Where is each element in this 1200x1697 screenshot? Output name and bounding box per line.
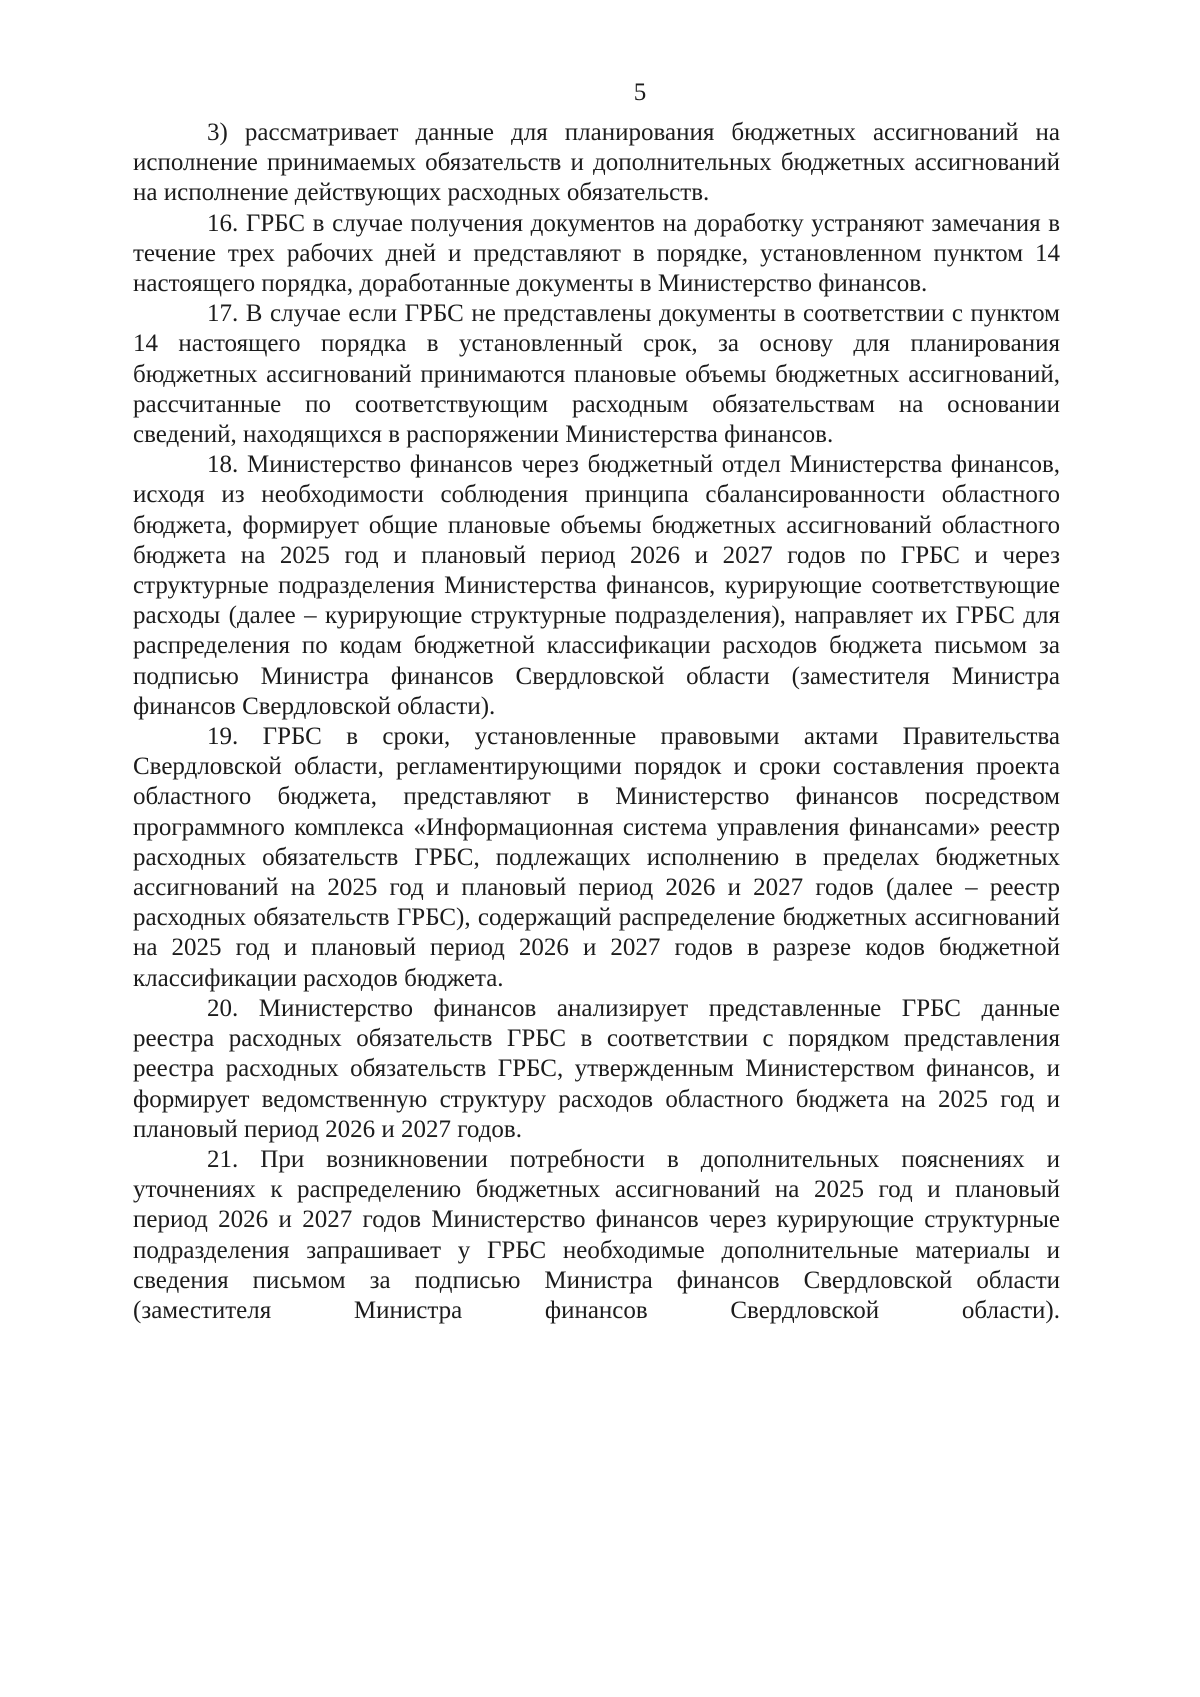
document-body <box>133 118 1060 1326</box>
paragraph-item-3: 3) рассматривает данные для планирования бюджетных ассигнований на исполнение принимаемых обязательств и дополнительных бюджетных ассигнований на исполнение действующих расходных обязательств. <box>133 119 1060 207</box>
paragraph-17: 17. В случае если ГРБС не представлены документы в соответствии с пунктом 14 настоящего порядка в установленный срок, за основу для планирования бюджетных ассигнований принимаются плановые объемы бюджетных ассигнований, рассчитанные по соответствующим расходным обязательствам на основании сведений, находящихся в распоряжении Министерства финансов. <box>133 300 1060 449</box>
page-number: 5 <box>633 79 647 106</box>
paragraph-18: 18. Министерство финансов через бюджетный отдел Министерства финансов, исходя из необходимости соблюдения принципа сбалансированности областного бюджета, формирует общие плановые объемы бюджетных ассигнований областного бюджета на 2025 год и плановый период 2026 и 2027 годов по ГРБС и через структурные подразделения Министерства финансов, курирующие соответствующие расходы (далее – курирующие структурные подразделения), направляет их ГРБС для распределения по кодам бюджетной классификации расходов бюджета письмом за подписью Министра финансов Свердловской области (заместителя Министра финансов Свердловской области). <box>133 451 1060 720</box>
paragraph-20: 20. Министерство финансов анализирует представленные ГРБС данные реестра расходных обязательств ГРБС в соответствии с порядком представления реестра расходных обязательств ГРБС, утвержденным Министерством финансов, и формирует ведомственную структуру расходов областного бюджета на 2025 год и плановый период 2026 и 2027 годов. <box>133 994 1060 1143</box>
paragraph-21: 21. При возникновении потребности в дополнительных пояснениях и уточнениях к распределению бюджетных ассигнований на 2025 год и плановый период 2026 и 2027 годов Министерство финансов через курирующие структурные подразделения запрашивает у ГРБС необходимые дополнительные материалы и сведения письмом за подписью Министра финансов Свердловской области (заместителя Министра финансов Свердловской области). <box>133 1145 1060 1324</box>
paragraph-16: 16. ГРБС в случае получения документов на доработку устраняют замечания в течение трех рабочих дней и представляют в порядке, установленном пунктом 14 настоящего порядка, доработанные документы в Министерство финансов. <box>133 209 1060 298</box>
paragraph-19: 19. ГРБС в сроки, установленные правовыми актами Правительства Свердловской области, регламентирующими порядок и сроки составления проекта областного бюджета, представляют в Министерство финансов посредством программного комплекса «Информационная система управления финансами» реестр расходных обязательств ГРБС, подлежащих исполнению в пределах бюджетных ассигнований на 2025 год и плановый период 2026 и 2027 годов (далее – реестр расходных обязательств ГРБС), содержащий распределение бюджетных ассигнований на 2025 год и плановый период 2026 и 2027 годов в разрезе кодов бюджетной классификации расходов бюджета. <box>133 723 1060 992</box>
